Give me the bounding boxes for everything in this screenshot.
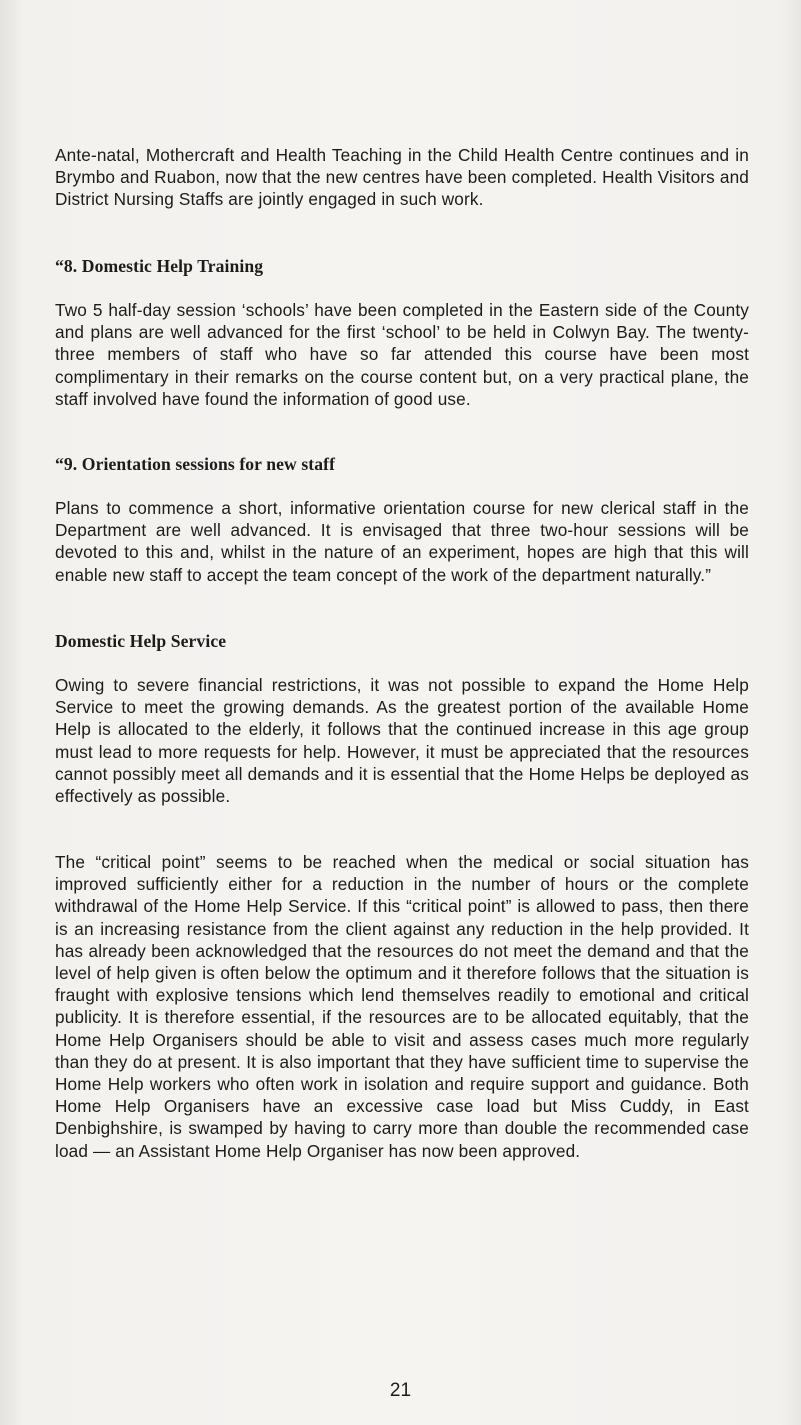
page-number: 21 xyxy=(389,1380,412,1401)
paragraph-orientation-course: Plans to commence a short, informative orientation course for new clerical staff in the Department are well advanced. It is envisaged that three two-hour sessions will be devoted to this and, whilst in the nature of an experiment, hopes are high that this will enable new staff to accept the team concept of the work of the department naturally.” xyxy=(55,498,749,585)
paragraph-health-teaching: Ante-natal, Mothercraft and Health Teaching in the Child Health Centre continues and in Brymbo and Ruabon, now that the new centres have been completed. Health Visitors and District Nursing Staffs are jointly engaged in such work. xyxy=(55,145,749,210)
paragraph-schools: Two 5 half-day session ‘schools’ have been completed in the Eastern side of the County and plans are well advanced for the first ‘school’ to be held in Colwyn Bay. The twenty-three members of staff who have so far attended this course have been most complimentary in their remarks on the course content but, on a very practical plane, the staff involved have found the information of good use. xyxy=(55,300,749,409)
paragraph-critical-point: The “critical point” seems to be reached when the medical or social situation has improved sufficiently either for a reduction in the number of hours or the complete withdrawal of the Home Help Service. If this “critical point” is allowed to pass, then there is an increasing resistance from the client against any reduction in the help provided. It has already been acknowledged that the resources do not meet the demand and that the level of help given is often below the optimum and it therefore follows that the situation is fraught with explosive tensions which lend themselves readily to emotional and critical publicity. It is therefore essential, if the resources are to be allocated equitably, that the Home Help Organisers should be able to visit and assess cases much more regularly than they do at present. It is also important that they have sufficient time to supervise the Home Help workers who often work in isolation and require support and guidance. Both Home Help Organisers have an excessive case load but Miss Cuddy, in East Denbighshire, is swamped by having to carry more than double the recommended case load — an Assistant Home Help Organiser has now been approved. xyxy=(55,852,749,1161)
heading-domestic-help-service: Domestic Help Service xyxy=(55,631,227,651)
paragraph-financial-restrictions: Owing to severe financial restrictions, it was not possible to expand the Home Help Service to meet the growing demands. As the greatest portion of the available Home Help is allocated to the elderly, it follows that the continued increase in this age group must lead to more requests for help. However, it must be appreciated that the resources cannot possibly meet all demands and it is essential that the Home Helps be deployed as effectively as possible. xyxy=(55,675,749,807)
heading-domestic-help-training: “8. Domestic Help Training xyxy=(55,256,264,276)
heading-orientation-sessions: “9. Orientation sessions for new staff xyxy=(55,454,336,474)
